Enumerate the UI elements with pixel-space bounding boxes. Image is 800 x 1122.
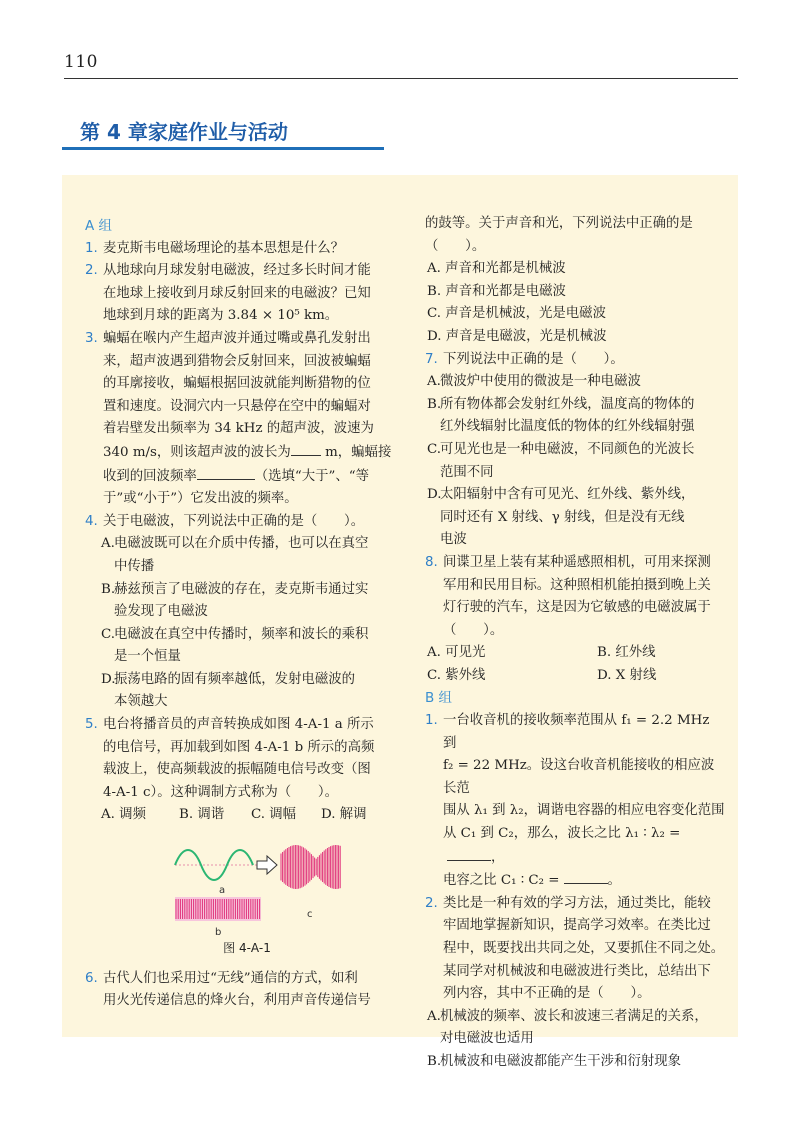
option-line: 同时还有 X 射线、γ 射线，但是没有无线 [440, 509, 685, 525]
option-label: B. [427, 1053, 442, 1069]
exercise-panel [62, 175, 738, 1069]
question-line: 4-A-1 c）。这种调制方式称为（ ）。 [103, 784, 338, 800]
option-line: 微波炉中使用的微波是一种电磁波 [440, 374, 641, 390]
option-line: 机械波和电磁波都能产生干涉和衍射现象 [440, 1053, 682, 1069]
answer-blank-wavelength[interactable] [291, 441, 321, 456]
figure-4-a-1 [143, 833, 395, 939]
question-number: 8. [425, 554, 438, 570]
question-line: 用火光传递信息的烽火台，利用声音传递信号 [103, 993, 371, 1009]
option-a: A. 调频 [101, 807, 146, 823]
option-d: D. X 射线 [597, 667, 657, 683]
right-column [425, 213, 725, 1074]
option-line: 中传播 [114, 558, 155, 574]
question-line: 从地球向月球发射电磁波，经过多长时间才能 [103, 263, 371, 279]
question-line: （ ）。 [425, 238, 486, 254]
question-line: 的鼓等。关于声音和光，下列说法中正确的是 [425, 216, 693, 231]
option-row [85, 804, 395, 827]
line-text: 电容之比 C₁ ∶ C₂ = [443, 873, 560, 889]
line-text: 从 C₁ 到 C₂，那么，波长之比 λ₁ ∶ λ₂ = [443, 826, 681, 842]
question-line [103, 441, 395, 465]
answer-blank-frequency[interactable] [197, 465, 255, 480]
question-b1 [425, 710, 725, 893]
option-label: A. [427, 1008, 441, 1024]
option-d [425, 484, 725, 552]
line-text: 340 m/s，则该超声波的波长为 [103, 444, 291, 460]
question-line: （ ）。 [443, 622, 504, 638]
question-line: 在地球上接收到月球反射回来的电磁波？已知 [103, 285, 371, 301]
option-line: 电磁波既可以在介质中传播，也可以在真空 [114, 536, 369, 552]
option-line: 本领越大 [114, 694, 168, 710]
question-line: 的耳廓接收，蝙蝠根据回波就能判断猎物的位 [103, 376, 371, 392]
question-a8 [425, 552, 725, 642]
question-line: 程中，既要找出共同之处，又要抓住不同之处。 [443, 941, 725, 956]
question-line: 蝙蝠在喉内产生超声波并通过嘴或鼻孔发射出 [103, 330, 371, 346]
option-line: 验发现了电磁波 [114, 604, 208, 620]
option-c: C. 声音是机械波，光是电磁波 [427, 306, 606, 322]
option-label: D. [101, 671, 116, 687]
modulated-wave-c [281, 845, 340, 889]
option-a [425, 1006, 725, 1051]
question-line: 置和速度。设洞穴内一只悬停在空中的蝙蝠对 [103, 398, 371, 414]
question-line: 灯行驶的汽车，这是因为它敏感的电磁波属于 [443, 600, 711, 616]
option-row [425, 665, 725, 688]
option-b [85, 579, 395, 624]
line-text: ， [491, 849, 505, 865]
figure-caption: 图 4-A-1 [223, 941, 271, 956]
option-b [425, 394, 725, 439]
question-number: 6. [85, 970, 98, 986]
line-text: 收到的回波频率 [103, 468, 197, 484]
question-text: 下列说法中正确的是（ ）。 [443, 351, 624, 367]
question-text: 麦克斯韦电磁场理论的基本思想是什么？ [103, 240, 345, 256]
option-d: D. 声音是电磁波，光是机械波 [427, 328, 607, 344]
question-line: 一台收音机的接收频率范围从 f₁ = 2.2 MHz 到 [443, 713, 710, 751]
option-d [85, 669, 395, 714]
option-a: A. 可见光 [427, 645, 486, 661]
question-a4 [85, 511, 395, 534]
group-a-heading: A 组 [85, 218, 113, 234]
question-number: 4. [85, 513, 98, 529]
question-number: 5. [85, 717, 98, 733]
question-line: 某同学对机械波和电磁波进行类比，总结出下 [443, 963, 711, 979]
option-line: 赫兹预言了电磁波的存在，麦克斯韦通过实 [114, 581, 369, 597]
question-line: 围从 λ₁ 到 λ₂，调谐电容器的相应电容变化范围 [443, 803, 725, 819]
option-label: A. [427, 374, 441, 390]
title-underline [62, 147, 384, 150]
question-number: 2. [425, 895, 438, 911]
question-b2 [425, 893, 725, 1006]
question-line: 类比是一种有效的学习方法，通过类比，能较 [443, 895, 711, 911]
question-number: 2. [85, 263, 98, 279]
header-rule [64, 78, 738, 79]
line-text: 。 [607, 873, 621, 889]
question-line: 间谍卫星上装有某种遥感照相机，可用来探测 [443, 554, 711, 570]
question-line: 古代人们也采用过“无线”通信的方式，如利 [103, 970, 358, 986]
question-line: 来，超声波遇到猎物会反射回来，回波被蝙蝠 [103, 353, 371, 369]
option-label: A. [101, 536, 115, 552]
answer-blank-capacitance-ratio[interactable] [564, 869, 608, 884]
question-line [443, 823, 725, 869]
modulation-figure [143, 833, 343, 939]
question-text: 关于电磁波，下列说法中正确的是（ ）。 [103, 513, 365, 529]
question-number: 7. [425, 351, 438, 367]
left-column [85, 215, 395, 1013]
option-c [425, 439, 725, 484]
option-line: 所有物体都会发射红外线，温度高的物体的 [440, 396, 695, 412]
option-line: 电磁波在真空中传播时，频率和波长的乘积 [114, 626, 369, 642]
option-b: B. 调谐 [179, 807, 225, 823]
question-line [443, 869, 725, 893]
label-a: a [219, 885, 226, 897]
question-a7 [425, 349, 725, 372]
question-number: 1. [85, 240, 98, 256]
option-a: A. 声音和光都是机械波 [427, 261, 566, 277]
question-line: 于”或“小于”）它发出波的频率。 [103, 491, 298, 507]
signal-wave-a [175, 850, 253, 880]
option-c: C. 紫外线 [427, 667, 486, 683]
question-line: 的电信号，再加载到如图 4-A-1 b 所示的高频 [103, 739, 375, 755]
question-a3 [85, 328, 395, 511]
question-number: 3. [85, 330, 98, 346]
question-line: 电台将播音员的声音转换成如图 4-A-1 a 所示 [103, 717, 374, 733]
question-line: 着岩壁发出频率为 34 kHz 的超声波，波速为 [103, 421, 374, 437]
arrow-icon [257, 856, 277, 874]
option-c [85, 624, 395, 669]
question-line: 牢固地掌握新知识，提高学习效率。在类比过 [443, 918, 711, 934]
option-line: 范围不同 [440, 464, 494, 480]
question-a5 [85, 714, 395, 804]
question-line: 地球到月球的距离为 3.84 × 10⁵ km。 [103, 308, 339, 324]
label-c: c [307, 909, 313, 921]
page-number: 110 [64, 52, 98, 72]
question-line: 军用和民用目标。这种照相机能拍摄到晚上关 [443, 577, 711, 593]
question-line [103, 465, 395, 489]
question-line: f₂ = 22 MHz。设这台收音机能接收的相应波长范 [443, 758, 715, 796]
option-a [85, 533, 395, 578]
option-line: 红外线辐射比温度低的物体的红外线辐射强 [440, 419, 695, 435]
option-a [425, 371, 725, 394]
option-b: B. 红外线 [597, 645, 656, 661]
option-line: 电波 [440, 532, 467, 548]
option-d: D. 解调 [321, 807, 367, 823]
option-label: C. [101, 626, 116, 642]
question-line: 载波上，使高频载波的振幅随电信号改变（图 [103, 762, 371, 778]
option-line: 振荡电路的固有频率越低，发射电磁波的 [114, 671, 356, 687]
line-text: m，蝙蝠接 [320, 444, 392, 460]
option-row [425, 642, 725, 665]
line-text: （选填“大于”、“等 [254, 468, 370, 484]
label-b: b [215, 927, 222, 939]
option-line: 对电磁波也适用 [440, 1031, 534, 1047]
chapter-title: 第 4 章家庭作业与活动 [80, 120, 288, 144]
question-a6 [85, 968, 395, 1013]
option-label: C. [427, 441, 442, 457]
option-line: 机械波的频率、波长和波速三者满足的关系， [440, 1008, 708, 1024]
option-c: C. 调幅 [251, 807, 297, 823]
question-line: 列内容，其中不正确的是（ ）。 [443, 986, 651, 1002]
option-line: 可见光也是一种电磁波，不同颜色的光波长 [440, 441, 695, 457]
question-number: 1. [425, 713, 438, 729]
option-b: B. 声音和光都是电磁波 [427, 283, 566, 299]
question-a1 [85, 238, 395, 261]
option-b [425, 1051, 725, 1074]
group-b-heading: B 组 [425, 690, 453, 707]
option-label: B. [101, 581, 116, 597]
option-line: 太阳辐射中含有可见光、红外线、紫外线， [440, 487, 695, 503]
question-a2 [85, 260, 395, 328]
option-label: D. [427, 487, 442, 503]
option-line: 是一个恒量 [114, 649, 181, 665]
option-label: B. [427, 396, 442, 412]
answer-blank-wavelength-ratio[interactable] [447, 846, 491, 861]
